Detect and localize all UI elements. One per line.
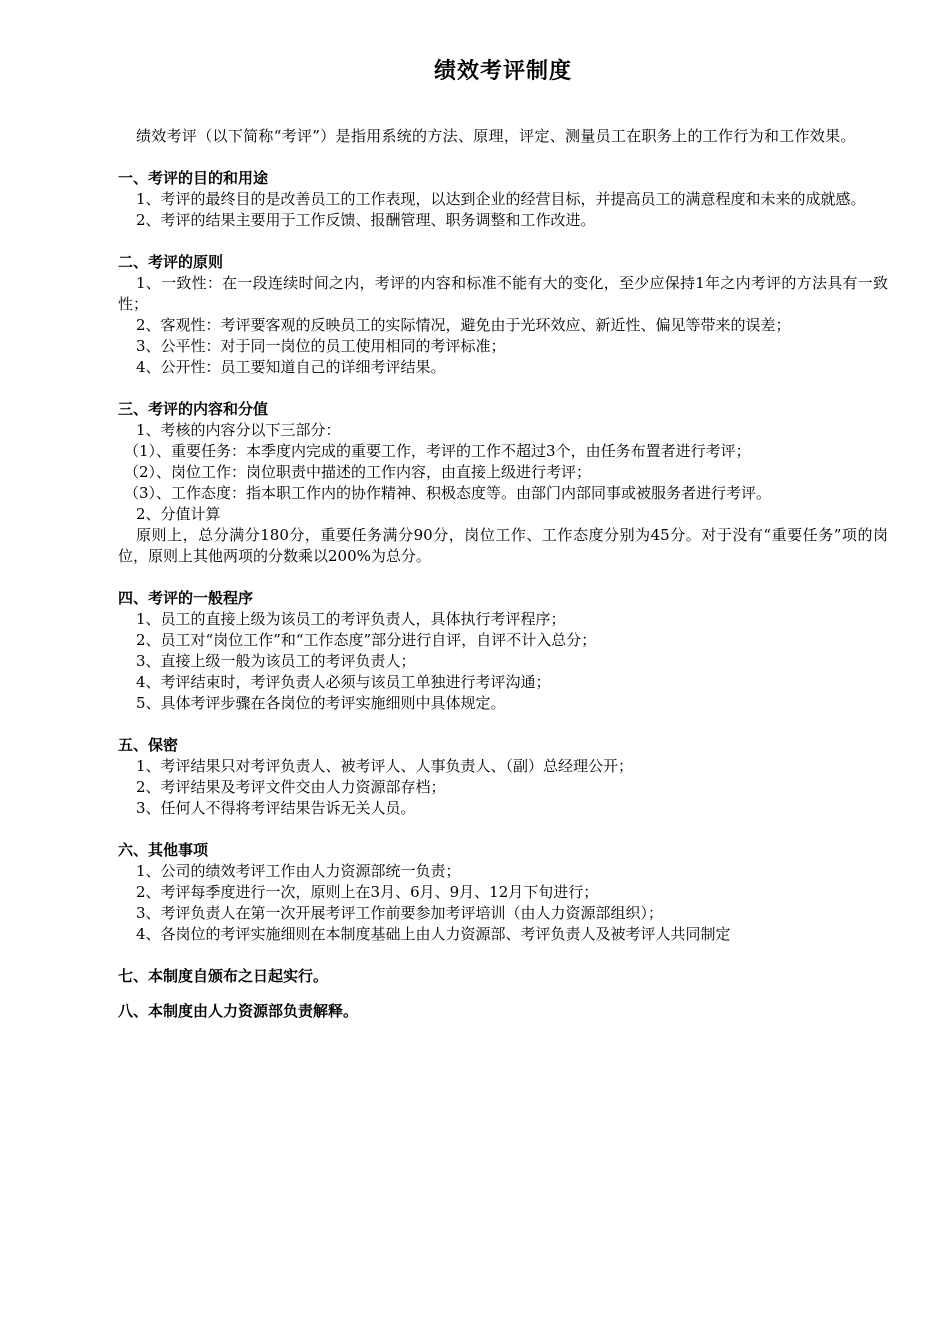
list-item: 2、考评的结果主要用于工作反馈、报酬管理、职务调整和工作改进。 (136, 211, 596, 229)
section-heading: 七、本制度自颁布之日起实行。 (118, 967, 329, 985)
intro-paragraph: 绩效考评（以下简称“考评”）是指用系统的方法、原理，评定、测量员工在职务上的工作行为和工作效果。 (136, 127, 856, 145)
list-item: 2、考评每季度进行一次，原则上在3月、6月、9月、12月下旬进行； (136, 883, 599, 901)
list-item: 1、考核的内容分以下三部分： (136, 421, 341, 439)
section-purpose (118, 168, 888, 231)
section-other-matters (118, 840, 888, 945)
section-heading: 八、本制度由人力资源部负责解释。 (118, 1002, 359, 1020)
section-principles (118, 252, 888, 378)
list-item: （2）、岗位工作：岗位职责中描述的工作内容，由直接上级进行考评； (124, 463, 592, 481)
list-item: 3、公平性：对于同一岗位的员工使用相同的考评标准； (136, 337, 506, 355)
section-procedure (118, 588, 888, 714)
list-item: 1、公司的绩效考评工作由人力资源部统一负责； (136, 862, 461, 880)
document-page (118, 56, 888, 1022)
list-item: 2、分值计算 (136, 505, 221, 523)
list-item: 1、一致性：在一段连续时间之内，考评的内容和标准不能有大的变化，至少应保持1年之内考评的方法具有一致性； (118, 274, 888, 313)
document-title: 绩效考评制度 (433, 59, 572, 84)
list-item: （3）、工作态度：指本职工作内的协作精神、积极态度等。由部门内部同事或被服务者进行考评。 (124, 484, 772, 502)
list-item: 1、员工的直接上级为该员工的考评负责人，具体执行考评程序； (136, 610, 566, 628)
section-heading: 四、考评的一般程序 (118, 589, 254, 607)
section-heading: 五、保密 (118, 736, 179, 754)
list-item: 2、员工对“岗位工作”和“工作态度”部分进行自评，自评不计入总分； (136, 631, 597, 649)
list-item: 3、直接上级一般为该员工的考评负责人； (136, 652, 416, 670)
list-item: 2、客观性：考评要客观的反映员工的实际情况，避免由于光环效应、新近性、偏见等带来的误差； (136, 316, 791, 334)
section-heading: 二、考评的原则 (118, 253, 224, 271)
list-item: 3、任何人不得将考评结果告诉无关人员。 (136, 799, 416, 817)
list-item: 1、考评结果只对考评负责人、被考评人、人事负责人、（副）总经理公开； (136, 757, 634, 775)
list-item: 2、考评结果及考评文件交由人力资源部存档； (136, 778, 446, 796)
list-item: 4、考评结束时，考评负责人必须与该员工单独进行考评沟通； (136, 673, 551, 691)
list-item: 4、公开性：员工要知道自己的详细考评结果。 (136, 358, 446, 376)
list-item: 4、各岗位的考评实施细则在本制度基础上由人力资源部、考评负责人及被考评人共同制定 (136, 925, 731, 943)
section-content-scores (118, 399, 888, 567)
section-heading: 六、其他事项 (118, 841, 209, 859)
list-item: 3、考评负责人在第一次开展考评工作前要参加考评培训（由人力资源部组织）； (136, 904, 664, 922)
list-item: 5、具体考评步骤在各岗位的考评实施细则中具体规定。 (136, 694, 506, 712)
section-heading: 三、考评的内容和分值 (118, 400, 269, 418)
section-effective-date (118, 966, 888, 987)
section-confidentiality (118, 735, 888, 819)
list-item: 1、考评的最终目的是改善员工的工作表现，以达到企业的经营目标，并提高员工的满意程度和未来的成就感。 (136, 190, 866, 208)
list-item: 原则上，总分满分180分，重要任务满分90分，岗位工作、工作态度分别为45分。对于没有“重要任务”项的岗位，原则上其他两项的分数乘以200%为总分。 (118, 526, 888, 565)
section-heading: 一、考评的目的和用途 (118, 169, 269, 187)
section-interpretation (118, 1001, 888, 1022)
list-item: （1）、重要任务：本季度内完成的重要工作，考评的工作不超过3个，由任务布置者进行考评； (124, 442, 751, 460)
